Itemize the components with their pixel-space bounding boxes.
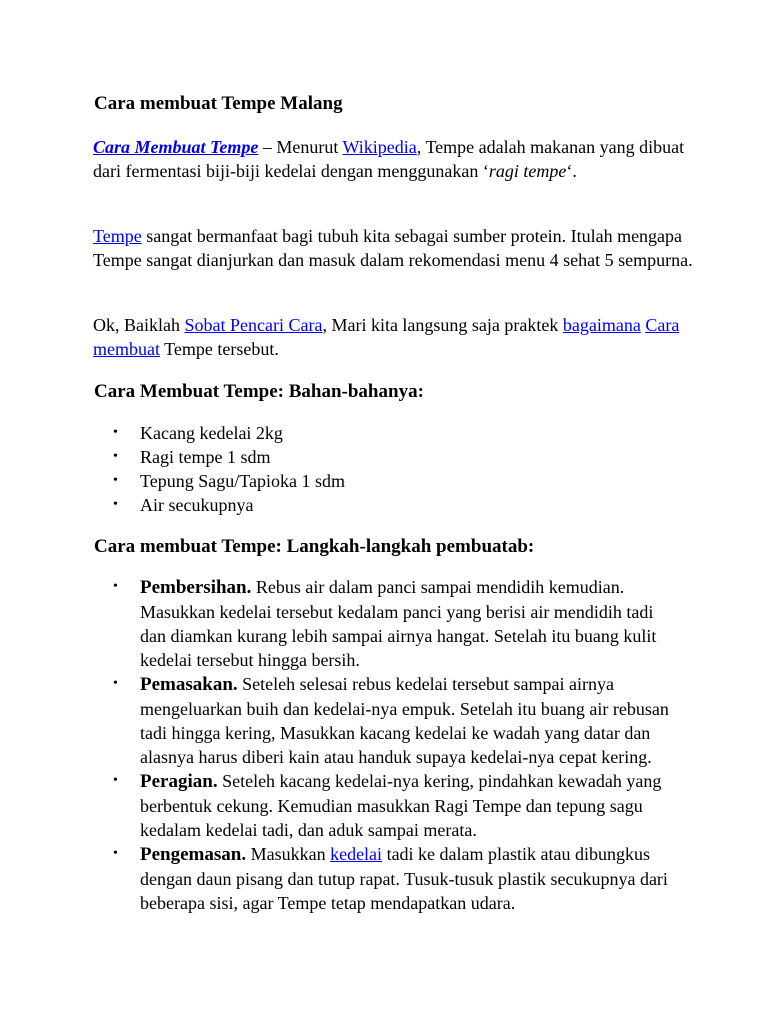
practice-text-4: Tempe tersebut.	[159, 339, 279, 359]
step-title: Peragian.	[140, 771, 218, 792]
link-tempe[interactable]: Tempe	[93, 226, 142, 246]
bullet-icon: •	[113, 425, 118, 440]
link-wikipedia[interactable]: Wikipedia	[342, 137, 417, 157]
list-item	[113, 469, 673, 493]
practice-text-2: , Mari kita langsung saja praktek	[322, 315, 563, 335]
intro-text-2: , Tempe adalah makanan yang dibuat dari fermentasi biji-biji kedelai dengan menggunakan ‘	[93, 137, 685, 181]
link-sobat-pencari-cara[interactable]: Sobat Pencari Cara	[184, 315, 323, 335]
ingredient-text: Tepung Sagu/Tapioka 1 sdm	[140, 471, 345, 491]
list-item	[113, 421, 673, 445]
list-item	[113, 672, 673, 769]
intro-italic: ragi tempe	[488, 161, 567, 181]
ingredient-text: Kacang kedelai 2kg	[140, 423, 283, 443]
list-item	[113, 842, 673, 915]
ingredients-heading: Cara Membuat Tempe: Bahan-bahanya:	[94, 381, 424, 402]
list-item	[113, 493, 673, 517]
link-cara-membuat-tempe[interactable]: Cara Membuat Tempe	[93, 137, 259, 157]
step-text: Masukkan	[246, 844, 331, 864]
bullet-icon: •	[113, 473, 118, 488]
bullet-icon: •	[113, 676, 118, 691]
page-title: Cara membuat Tempe Malang	[94, 93, 343, 114]
ingredient-text: Ragi tempe 1 sdm	[140, 447, 271, 467]
list-item	[113, 445, 673, 469]
step-text: Seteleh selesai rebus kedelai tersebut sampai airnya mengeluarkan buih dan kedelai-nya empuk. Setelah itu buang air rebusan tadi hingga kering, Masukkan kacang kedelai ke wadah yang datar dan alasnya harus diberi kain atau handuk supaya kedelai-nya cepat kering.	[140, 674, 669, 767]
practice-paragraph	[93, 313, 693, 361]
list-item	[113, 575, 673, 672]
bullet-icon: •	[113, 773, 118, 788]
bullet-icon: •	[113, 579, 118, 594]
step-title: Pemasakan.	[140, 674, 238, 695]
ingredients-list	[113, 421, 673, 517]
intro-paragraph	[93, 135, 693, 183]
steps-heading: Cara membuat Tempe: Langkah-langkah pembuatab:	[94, 536, 535, 557]
list-item	[113, 769, 673, 842]
link-bagaimana[interactable]: bagaimana	[562, 315, 641, 335]
link-kedelai[interactable]: kedelai	[330, 844, 383, 864]
step-text: Seteleh kacang kedelai-nya kering, pindahkan kewadah yang berbentuk cekung. Kemudian masukkan Ragi Tempe dan tepung sagu kedalam kedelai tadi, dan aduk sampai merata.	[140, 771, 662, 840]
intro-text-3: ‘.	[566, 161, 577, 181]
step-text: tadi ke dalam plastik atau dibungkus dengan daun pisang dan tutup rapat. Tusuk-tusuk plastik secukupnya dari beberapa sisi, agar Tempe tetap mendapatkan udara.	[140, 844, 668, 913]
bullet-icon: •	[113, 449, 118, 464]
intro-text-1: – Menurut	[258, 137, 343, 157]
bullet-icon: •	[113, 497, 118, 512]
practice-text-1: Ok, Baiklah	[93, 315, 185, 335]
steps-list	[113, 575, 673, 915]
step-text: Rebus air dalam panci sampai mendidih kemudian. Masukkan kedelai tersebut kedalam panci yang berisi air mendidih tadi dan diamkan kurang lebih sampai airnya hangat. Setelah itu buang kulit kedelai tersebut hingga bersih.	[140, 577, 657, 670]
step-title: Pembersihan.	[140, 577, 252, 598]
link-cara-membuat[interactable]: Cara membuat	[93, 315, 680, 359]
bullet-icon: •	[113, 846, 118, 861]
step-title: Pengemasan.	[140, 844, 247, 865]
benefit-text: sangat bermanfaat bagi tubuh kita sebagai sumber protein. Itulah mengapa Tempe sangat dianjurkan dan masuk dalam rekomendasi menu 4 sehat 5 sempurna.	[93, 226, 693, 270]
ingredient-text: Air secukupnya	[140, 495, 254, 515]
benefit-paragraph	[93, 224, 693, 272]
